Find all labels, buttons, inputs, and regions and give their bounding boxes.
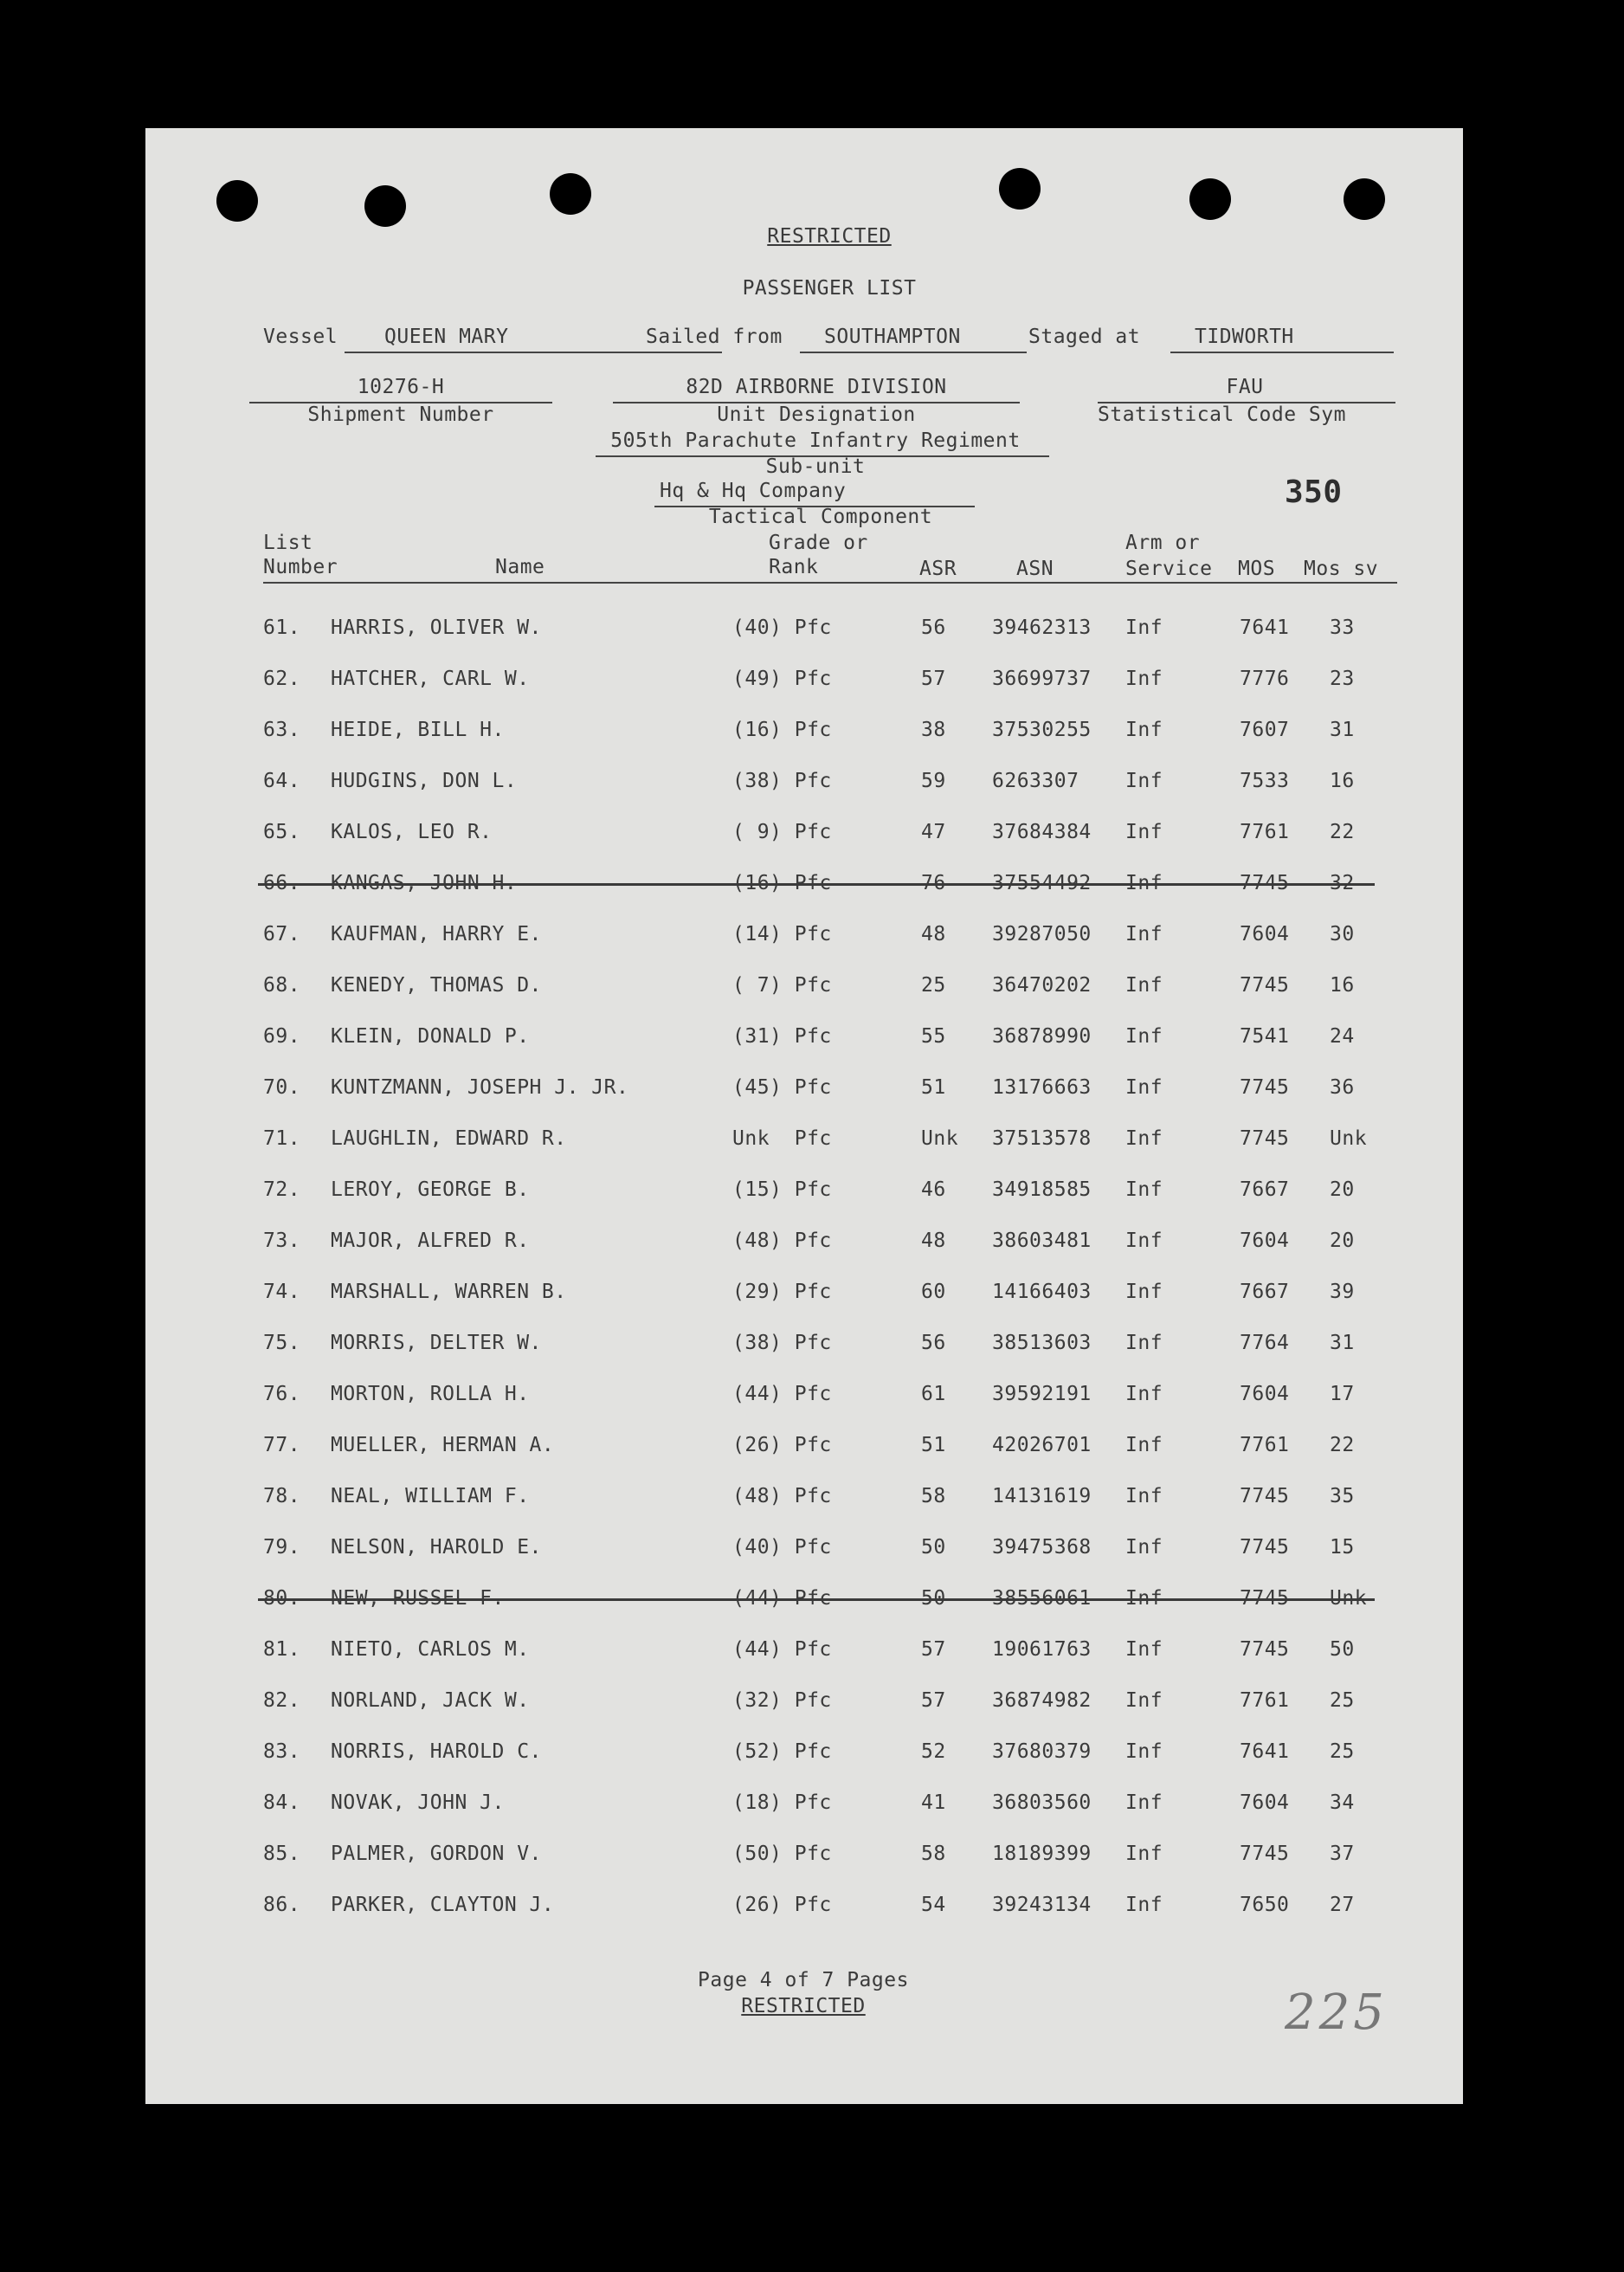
mos-value: 7745 bbox=[1240, 1536, 1290, 1559]
grade-rank: (18) Pfc bbox=[732, 1791, 832, 1814]
asn-value: 39592191 bbox=[992, 1383, 1092, 1405]
arm-service: Inf bbox=[1125, 1791, 1163, 1814]
table-row bbox=[145, 1127, 1463, 1162]
table-row bbox=[145, 1076, 1463, 1111]
asn-value: 38603481 bbox=[992, 1230, 1092, 1252]
row-number: 62. bbox=[263, 668, 301, 690]
asr-value: 58 bbox=[921, 1843, 946, 1865]
mos-value: 7745 bbox=[1240, 1843, 1290, 1865]
sailed-underline bbox=[800, 352, 1027, 353]
row-number: 86. bbox=[263, 1894, 301, 1916]
grade-rank: (44) Pfc bbox=[732, 1638, 832, 1661]
row-number: 76. bbox=[263, 1383, 301, 1405]
grade-rank: (45) Pfc bbox=[732, 1076, 832, 1099]
mos-value: 7745 bbox=[1240, 1638, 1290, 1661]
row-number: 73. bbox=[263, 1230, 301, 1252]
handwritten-number: 225 bbox=[1285, 1985, 1388, 2041]
passenger-name: NELSON, HAROLD E. bbox=[331, 1536, 542, 1559]
row-number: 68. bbox=[263, 974, 301, 997]
strike-through-line bbox=[258, 1598, 1375, 1601]
grade-rank: (31) Pfc bbox=[732, 1025, 832, 1048]
table-row bbox=[145, 1894, 1463, 1928]
arm-service: Inf bbox=[1125, 923, 1163, 946]
mos-value: 7541 bbox=[1240, 1025, 1290, 1048]
grade-rank: (32) Pfc bbox=[732, 1689, 832, 1712]
grade-rank: (48) Pfc bbox=[732, 1485, 832, 1507]
asr-value: 55 bbox=[921, 1025, 946, 1048]
arm-service: Inf bbox=[1125, 1894, 1163, 1916]
mos-value: 7604 bbox=[1240, 1383, 1290, 1405]
mos-sv-value: 31 bbox=[1330, 719, 1355, 741]
row-number: 67. bbox=[263, 923, 301, 946]
mos-value: 7604 bbox=[1240, 1791, 1290, 1814]
grade-rank: (48) Pfc bbox=[732, 1230, 832, 1252]
table-row bbox=[145, 1485, 1463, 1520]
arm-service: Inf bbox=[1125, 1332, 1163, 1354]
asn-value: 39243134 bbox=[992, 1894, 1092, 1916]
arm-service: Inf bbox=[1125, 1434, 1163, 1456]
col-name: Name bbox=[495, 556, 545, 578]
grade-rank: (38) Pfc bbox=[732, 770, 832, 792]
mos-value: 7776 bbox=[1240, 668, 1290, 690]
table-row bbox=[145, 1843, 1463, 1877]
strike-through-line bbox=[258, 883, 1375, 886]
mos-value: 7761 bbox=[1240, 821, 1290, 843]
mos-sv-value: 25 bbox=[1330, 1740, 1355, 1763]
mos-sv-value: 20 bbox=[1330, 1230, 1355, 1252]
grade-rank: (40) Pfc bbox=[732, 1536, 832, 1559]
row-number: 79. bbox=[263, 1536, 301, 1559]
row-number: 81. bbox=[263, 1638, 301, 1661]
grade-rank: ( 9) Pfc bbox=[732, 821, 832, 843]
row-number: 71. bbox=[263, 1127, 301, 1150]
asr-value: 25 bbox=[921, 974, 946, 997]
mos-sv-value: 32 bbox=[1330, 872, 1355, 894]
asr-value: 48 bbox=[921, 1230, 946, 1252]
grade-rank: (26) Pfc bbox=[732, 1894, 832, 1916]
grade-rank: ( 7) Pfc bbox=[732, 974, 832, 997]
col-list-2: Number bbox=[263, 556, 338, 578]
mos-value: 7604 bbox=[1240, 1230, 1290, 1252]
asr-value: 41 bbox=[921, 1791, 946, 1814]
asn-value: 19061763 bbox=[992, 1638, 1092, 1661]
table-row bbox=[145, 821, 1463, 855]
mos-sv-value: 36 bbox=[1330, 1076, 1355, 1099]
passenger-name: KANGAS, JOHN H. bbox=[331, 872, 518, 894]
asr-value: 58 bbox=[921, 1485, 946, 1507]
col-asn: ASN bbox=[1016, 558, 1054, 580]
grade-rank: (44) Pfc bbox=[732, 1383, 832, 1405]
asn-value: 36470202 bbox=[992, 974, 1092, 997]
mos-value: 7745 bbox=[1240, 1127, 1290, 1150]
asn-value: 42026701 bbox=[992, 1434, 1092, 1456]
page-indicator: Page 4 of 7 Pages bbox=[698, 1969, 909, 1991]
col-list-1: List bbox=[263, 532, 313, 554]
punch-hole bbox=[999, 168, 1041, 210]
asr-value: 48 bbox=[921, 923, 946, 946]
mos-sv-value: 25 bbox=[1330, 1689, 1355, 1712]
table-row bbox=[145, 1434, 1463, 1468]
punch-hole bbox=[364, 185, 406, 227]
grade-rank: (44) Pfc bbox=[732, 1587, 832, 1610]
asr-value: 60 bbox=[921, 1281, 946, 1303]
mos-sv-value: 16 bbox=[1330, 974, 1355, 997]
asr-value: 57 bbox=[921, 1638, 946, 1661]
grade-rank: (15) Pfc bbox=[732, 1178, 832, 1201]
passenger-name: MAJOR, ALFRED R. bbox=[331, 1230, 530, 1252]
arm-service: Inf bbox=[1125, 1638, 1163, 1661]
mos-value: 7533 bbox=[1240, 770, 1290, 792]
staged-underline bbox=[1170, 352, 1394, 353]
row-number: 84. bbox=[263, 1791, 301, 1814]
arm-service: Inf bbox=[1125, 1025, 1163, 1048]
asr-value: 38 bbox=[921, 719, 946, 741]
asr-value: 57 bbox=[921, 1689, 946, 1712]
table-row bbox=[145, 1689, 1463, 1724]
passenger-name: PARKER, CLAYTON J. bbox=[331, 1894, 555, 1916]
asr-value: 57 bbox=[921, 668, 946, 690]
grade-rank: (38) Pfc bbox=[732, 1332, 832, 1354]
grade-rank: (52) Pfc bbox=[732, 1740, 832, 1763]
asr-value: 50 bbox=[921, 1536, 946, 1559]
punch-hole bbox=[216, 180, 258, 222]
table-row bbox=[145, 923, 1463, 958]
passenger-name: MUELLER, HERMAN A. bbox=[331, 1434, 555, 1456]
table-row bbox=[145, 616, 1463, 651]
asn-value: 39475368 bbox=[992, 1536, 1092, 1559]
mos-sv-value: 22 bbox=[1330, 821, 1355, 843]
passenger-name: NEW, RUSSEL F. bbox=[331, 1587, 505, 1610]
unit-designation-label: Unit Designation bbox=[717, 403, 916, 426]
sailed-from-value: SOUTHAMPTON bbox=[824, 326, 961, 348]
asn-value: 36878990 bbox=[992, 1025, 1092, 1048]
table-row bbox=[145, 872, 1463, 907]
arm-service: Inf bbox=[1125, 1843, 1163, 1865]
asr-value: 56 bbox=[921, 616, 946, 639]
mos-sv-value: 27 bbox=[1330, 1894, 1355, 1916]
col-arm-2: Service bbox=[1125, 558, 1213, 580]
arm-service: Inf bbox=[1125, 1230, 1163, 1252]
asn-value: 36874982 bbox=[992, 1689, 1092, 1712]
grade-rank: (40) Pfc bbox=[732, 616, 832, 639]
passenger-name: LAUGHLIN, EDWARD R. bbox=[331, 1127, 567, 1150]
passenger-name: KENEDY, THOMAS D. bbox=[331, 974, 542, 997]
passenger-name: NOVAK, JOHN J. bbox=[331, 1791, 505, 1814]
mos-value: 7641 bbox=[1240, 616, 1290, 639]
arm-service: Inf bbox=[1125, 872, 1163, 894]
col-mos: MOS bbox=[1238, 558, 1276, 580]
table-row bbox=[145, 770, 1463, 804]
row-number: 74. bbox=[263, 1281, 301, 1303]
asn-value: 38513603 bbox=[992, 1332, 1092, 1354]
asn-value: 36699737 bbox=[992, 668, 1092, 690]
mos-value: 7745 bbox=[1240, 1587, 1290, 1610]
arm-service: Inf bbox=[1125, 974, 1163, 997]
table-row bbox=[145, 1332, 1463, 1366]
row-number: 82. bbox=[263, 1689, 301, 1712]
col-grade-2: Rank bbox=[769, 556, 819, 578]
unit-designation: 82D AIRBORNE DIVISION bbox=[686, 376, 947, 398]
row-number: 80. bbox=[263, 1587, 301, 1610]
asn-value: 37530255 bbox=[992, 719, 1092, 741]
mos-sv-value: 16 bbox=[1330, 770, 1355, 792]
mos-sv-value: 22 bbox=[1330, 1434, 1355, 1456]
asr-value: 50 bbox=[921, 1587, 946, 1610]
row-number: 66. bbox=[263, 872, 301, 894]
table-row bbox=[145, 1383, 1463, 1417]
table-row bbox=[145, 1281, 1463, 1315]
table-row bbox=[145, 1740, 1463, 1775]
mos-sv-value: Unk bbox=[1330, 1127, 1368, 1150]
code-sym: FAU bbox=[1226, 376, 1264, 398]
passenger-name: PALMER, GORDON V. bbox=[331, 1843, 542, 1865]
asn-value: 14166403 bbox=[992, 1281, 1092, 1303]
passenger-name: KLEIN, DONALD P. bbox=[331, 1025, 530, 1048]
sub-unit-label: Sub-unit bbox=[765, 455, 866, 478]
asn-value: 18189399 bbox=[992, 1843, 1092, 1865]
row-number: 72. bbox=[263, 1178, 301, 1201]
passenger-name: NORRIS, HAROLD C. bbox=[331, 1740, 542, 1763]
table-row bbox=[145, 719, 1463, 753]
mos-value: 7761 bbox=[1240, 1434, 1290, 1456]
mos-value: 7745 bbox=[1240, 872, 1290, 894]
arm-service: Inf bbox=[1125, 1689, 1163, 1712]
row-number: 63. bbox=[263, 719, 301, 741]
mos-sv-value: 37 bbox=[1330, 1843, 1355, 1865]
passenger-name: LEROY, GEORGE B. bbox=[331, 1178, 530, 1201]
asr-value: 52 bbox=[921, 1740, 946, 1763]
code-sym-label: Statistical Code Sym bbox=[1098, 403, 1346, 426]
passenger-name: MARSHALL, WARREN B. bbox=[331, 1281, 567, 1303]
punch-hole bbox=[550, 173, 591, 215]
asn-value: 37513578 bbox=[992, 1127, 1092, 1150]
arm-service: Inf bbox=[1125, 668, 1163, 690]
table-row bbox=[145, 974, 1463, 1009]
mos-value: 7761 bbox=[1240, 1689, 1290, 1712]
mos-value: 7641 bbox=[1240, 1740, 1290, 1763]
asn-value: 6263307 bbox=[992, 770, 1079, 792]
asr-value: 61 bbox=[921, 1383, 946, 1405]
row-number: 83. bbox=[263, 1740, 301, 1763]
table-row bbox=[145, 1230, 1463, 1264]
mos-value: 7667 bbox=[1240, 1178, 1290, 1201]
row-number: 70. bbox=[263, 1076, 301, 1099]
mos-value: 7745 bbox=[1240, 974, 1290, 997]
asr-value: 47 bbox=[921, 821, 946, 843]
row-number: 69. bbox=[263, 1025, 301, 1048]
restricted-footer: RESTRICTED bbox=[741, 1995, 866, 2017]
passenger-name: HEIDE, BILL H. bbox=[331, 719, 505, 741]
grade-rank: (16) Pfc bbox=[732, 872, 832, 894]
punch-hole bbox=[1344, 178, 1385, 220]
mos-sv-value: 17 bbox=[1330, 1383, 1355, 1405]
table-row bbox=[145, 1587, 1463, 1622]
col-asr: ASR bbox=[919, 558, 957, 580]
header-rule bbox=[263, 582, 1397, 584]
arm-service: Inf bbox=[1125, 1485, 1163, 1507]
asr-value: 59 bbox=[921, 770, 946, 792]
col-arm-1: Arm or bbox=[1125, 532, 1201, 554]
mos-sv-value: 20 bbox=[1330, 1178, 1355, 1201]
mos-value: 7667 bbox=[1240, 1281, 1290, 1303]
asr-value: 76 bbox=[921, 872, 946, 894]
staged-at-value: TIDWORTH bbox=[1195, 326, 1294, 348]
asn-value: 37554492 bbox=[992, 872, 1092, 894]
asn-value: 36803560 bbox=[992, 1791, 1092, 1814]
document-title: PASSENGER LIST bbox=[742, 277, 917, 300]
table-row bbox=[145, 1638, 1463, 1673]
table-row bbox=[145, 1178, 1463, 1213]
arm-service: Inf bbox=[1125, 1076, 1163, 1099]
asr-value: 51 bbox=[921, 1434, 946, 1456]
grade-rank: Unk Pfc bbox=[732, 1127, 832, 1150]
vessel-value: QUEEN MARY bbox=[384, 326, 509, 348]
table-row bbox=[145, 1791, 1463, 1826]
arm-service: Inf bbox=[1125, 770, 1163, 792]
shipment-number-label: Shipment Number bbox=[307, 403, 494, 426]
sailed-from-label: Sailed from bbox=[646, 326, 783, 348]
stamp-number: 350 bbox=[1285, 474, 1343, 510]
arm-service: Inf bbox=[1125, 1587, 1163, 1610]
passenger-name: HATCHER, CARL W. bbox=[331, 668, 530, 690]
mos-sv-value: 35 bbox=[1330, 1485, 1355, 1507]
table-row bbox=[145, 668, 1463, 702]
passenger-name: MORRIS, DELTER W. bbox=[331, 1332, 542, 1354]
asn-value: 39462313 bbox=[992, 616, 1092, 639]
passenger-name: HUDGINS, DON L. bbox=[331, 770, 518, 792]
mos-value: 7745 bbox=[1240, 1485, 1290, 1507]
asn-value: 38556061 bbox=[992, 1587, 1092, 1610]
grade-rank: (16) Pfc bbox=[732, 719, 832, 741]
mos-sv-value: 34 bbox=[1330, 1791, 1355, 1814]
vessel-label: Vessel bbox=[263, 326, 338, 348]
staged-at-label: Staged at bbox=[1028, 326, 1141, 348]
mos-sv-value: 39 bbox=[1330, 1281, 1355, 1303]
row-number: 75. bbox=[263, 1332, 301, 1354]
table-row bbox=[145, 1025, 1463, 1060]
row-number: 77. bbox=[263, 1434, 301, 1456]
asn-value: 37680379 bbox=[992, 1740, 1092, 1763]
grade-rank: (14) Pfc bbox=[732, 923, 832, 946]
arm-service: Inf bbox=[1125, 719, 1163, 741]
punch-hole bbox=[1189, 178, 1231, 220]
mos-sv-value: 50 bbox=[1330, 1638, 1355, 1661]
asn-value: 37684384 bbox=[992, 821, 1092, 843]
shipment-number: 10276-H bbox=[357, 376, 445, 398]
mos-value: 7604 bbox=[1240, 923, 1290, 946]
asr-value: 56 bbox=[921, 1332, 946, 1354]
mos-sv-value: Unk bbox=[1330, 1587, 1368, 1610]
passenger-name: KALOS, LEO R. bbox=[331, 821, 493, 843]
row-number: 65. bbox=[263, 821, 301, 843]
arm-service: Inf bbox=[1125, 821, 1163, 843]
arm-service: Inf bbox=[1125, 1127, 1163, 1150]
row-number: 61. bbox=[263, 616, 301, 639]
passenger-name: NIETO, CARLOS M. bbox=[331, 1638, 530, 1661]
tactical-component-label: Tactical Component bbox=[708, 506, 933, 528]
asn-value: 34918585 bbox=[992, 1178, 1092, 1201]
arm-service: Inf bbox=[1125, 1281, 1163, 1303]
restricted-header: RESTRICTED bbox=[767, 225, 892, 248]
mos-sv-value: 24 bbox=[1330, 1025, 1355, 1048]
mos-sv-value: 33 bbox=[1330, 616, 1355, 639]
passenger-name: KAUFMAN, HARRY E. bbox=[331, 923, 542, 946]
arm-service: Inf bbox=[1125, 1740, 1163, 1763]
vessel-underline bbox=[345, 352, 722, 353]
passenger-name: KUNTZMANN, JOSEPH J. JR. bbox=[331, 1076, 629, 1099]
asr-value: 54 bbox=[921, 1894, 946, 1916]
tactical-component: Hq & Hq Company bbox=[660, 480, 847, 502]
mos-sv-value: 23 bbox=[1330, 668, 1355, 690]
asr-value: 46 bbox=[921, 1178, 946, 1201]
arm-service: Inf bbox=[1125, 1383, 1163, 1405]
arm-service: Inf bbox=[1125, 1536, 1163, 1559]
passenger-name: NORLAND, JACK W. bbox=[331, 1689, 530, 1712]
passenger-name: NEAL, WILLIAM F. bbox=[331, 1485, 530, 1507]
grade-rank: (26) Pfc bbox=[732, 1434, 832, 1456]
grade-rank: (29) Pfc bbox=[732, 1281, 832, 1303]
asr-value: Unk bbox=[921, 1127, 959, 1150]
asn-value: 13176663 bbox=[992, 1076, 1092, 1099]
mos-sv-value: 31 bbox=[1330, 1332, 1355, 1354]
mos-sv-value: 30 bbox=[1330, 923, 1355, 946]
grade-rank: (50) Pfc bbox=[732, 1843, 832, 1865]
mos-sv-value: 15 bbox=[1330, 1536, 1355, 1559]
asn-value: 14131619 bbox=[992, 1485, 1092, 1507]
col-mos-sv: Mos sv bbox=[1304, 558, 1379, 580]
row-number: 78. bbox=[263, 1485, 301, 1507]
passenger-name: MORTON, ROLLA H. bbox=[331, 1383, 530, 1405]
document-page bbox=[145, 128, 1463, 2104]
sub-unit: 505th Parachute Infantry Regiment bbox=[610, 429, 1021, 452]
grade-rank: (49) Pfc bbox=[732, 668, 832, 690]
mos-value: 7650 bbox=[1240, 1894, 1290, 1916]
mos-value: 7764 bbox=[1240, 1332, 1290, 1354]
mos-value: 7607 bbox=[1240, 719, 1290, 741]
row-number: 85. bbox=[263, 1843, 301, 1865]
mos-value: 7745 bbox=[1240, 1076, 1290, 1099]
arm-service: Inf bbox=[1125, 616, 1163, 639]
col-grade-1: Grade or bbox=[769, 532, 868, 554]
asn-value: 39287050 bbox=[992, 923, 1092, 946]
arm-service: Inf bbox=[1125, 1178, 1163, 1201]
row-number: 64. bbox=[263, 770, 301, 792]
table-row bbox=[145, 1536, 1463, 1571]
passenger-name: HARRIS, OLIVER W. bbox=[331, 616, 542, 639]
asr-value: 51 bbox=[921, 1076, 946, 1099]
